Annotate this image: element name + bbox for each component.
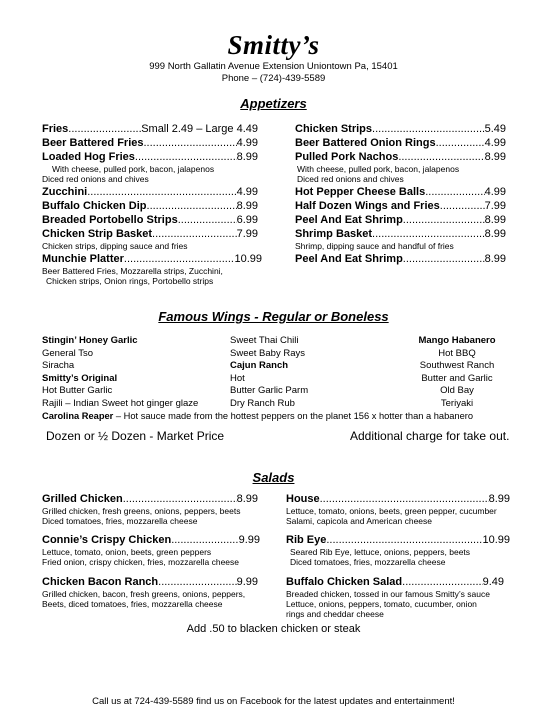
menu-item: Chicken Bacon Ranch ..... 9.99: [42, 575, 258, 589]
wing-flavor: Teriyaki: [440, 397, 474, 409]
menu-item: Hot Pepper Cheese Balls ..... 4.99: [295, 185, 506, 199]
restaurant-title: Smitty’s: [227, 30, 320, 60]
item-description: Shrimp, dipping sauce and handful of fries: [295, 241, 454, 251]
wing-flavor: Hot BBQ: [438, 347, 476, 359]
item-description: Diced red onions and chives: [297, 174, 404, 184]
wing-flavor: Dry Ranch Rub: [230, 397, 295, 409]
item-description: Diced tomatoes, fries, mozzarella cheese: [290, 557, 446, 567]
wing-flavor: Cajun Ranch: [230, 360, 289, 371]
item-description: Beets, diced tomatoes, fries, mozzarella cheese: [42, 599, 223, 609]
item-description: Lettuce, tomato, onions, beets, green pepper, cucumber: [286, 506, 497, 516]
footer-text: Call us at 724-439-5589 find us on Facebook for the latest updates and entertainment!: [92, 696, 455, 707]
item-description: Grilled chicken, fresh greens, onions, peppers, beets: [42, 506, 241, 516]
menu-item: Peel And Eat Shrimp ..... 8.99: [295, 213, 506, 227]
menu-item: Grilled Chicken ..... 8.99: [42, 492, 258, 506]
menu-item: Chicken Strip Basket ..... 7.99: [42, 227, 258, 241]
wing-flavor: Hot: [230, 372, 245, 384]
menu-item: Beer Battered Onion Rings ..... 4.99: [295, 136, 506, 150]
item-description: Salami, capicola and American cheese: [286, 516, 432, 526]
reaper-desc: – Hot sauce made from the hottest peppers on the planet 156 x hotter than a habanero: [113, 411, 474, 421]
item-description: rings and cheddar cheese: [286, 609, 384, 619]
wing-flavor: Siracha: [42, 360, 75, 371]
menu-item: Chicken Strips ..... 5.49: [295, 122, 506, 136]
menu-item: Half Dozen Wings and Fries ..... 7.99: [295, 199, 506, 213]
reaper-name: Carolina Reaper: [42, 411, 114, 421]
item-description: Diced red onions and chives: [42, 174, 149, 184]
menu-item: Rib Eye ..... 10.99: [286, 533, 510, 547]
menu-item: Fries ..... Small 2.49 – Large 4.49: [42, 122, 258, 136]
item-description: Lettuce, tomato, onion, beets, green peppers: [42, 547, 212, 557]
wing-flavor: Old Bay: [440, 385, 474, 396]
appetizers-heading: Appetizers: [240, 96, 307, 111]
wing-flavor: Rajili – Indian Sweet hot ginger glaze: [42, 397, 199, 409]
item-description: Fried onion, crispy chicken, fries, mozzarella cheese: [42, 557, 239, 567]
item-description: Seared Rib Eye, lettuce, onions, peppers, beets: [290, 547, 471, 557]
wing-flavor: Sweet Baby Rays: [230, 347, 305, 359]
wing-flavor: Southwest Ranch: [419, 360, 495, 371]
item-description: Chicken strips, Onion rings, Portobello strips: [46, 276, 214, 286]
wing-flavor: Stingin’ Honey Garlic: [42, 335, 138, 346]
item-description: Lettuce, onions, peppers, tomato, cucumber, onion: [286, 599, 477, 609]
wings-heading: Famous Wings - Regular or Boneless: [158, 309, 389, 324]
menu-item: House ..... 8.99: [286, 492, 510, 506]
item-description: Chicken strips, dipping sauce and fries: [42, 241, 188, 251]
item-description: With cheese, pulled pork, bacon, jalapenos: [297, 164, 460, 174]
menu-item: Connie’s Crispy Chicken ..... 9.99: [42, 533, 260, 547]
item-description: With cheese, pulled pork, bacon, jalapenos: [52, 164, 215, 174]
wing-flavor: Mango Habanero: [418, 335, 496, 346]
takeout-note: Additional charge for take out.: [350, 429, 510, 443]
item-description: Breaded chicken, tossed in our famous Smitty’s sauce: [286, 589, 490, 599]
menu-item: Peel And Eat Shrimp ..... 8.99: [295, 252, 506, 266]
item-description: Beer Battered Fries, Mozzarella strips, Zucchini,: [42, 266, 223, 276]
item-description: Grilled chicken, bacon, fresh greens, onions, peppers,: [42, 589, 246, 599]
wing-flavor: Butter and Garlic: [421, 372, 493, 384]
menu-item: Breaded Portobello Strips ..... 6.99: [42, 213, 258, 227]
wing-flavor: Hot Butter Garlic: [42, 385, 113, 396]
menu-item: Beer Battered Fries ..... 4.99: [42, 136, 258, 150]
menu-item: Buffalo Chicken Dip ..... 8.99: [42, 199, 258, 213]
menu-item: Munchie Platter ..... 10.99: [42, 252, 262, 266]
wing-flavor: Butter Garlic Parm: [230, 385, 309, 396]
item-description: Diced tomatoes, fries, mozzarella cheese: [42, 516, 198, 526]
menu-item: Loaded Hog Fries ..... 8.99: [42, 150, 258, 164]
address: 999 North Gallatin Avenue Extension Uniontown Pa, 15401: [149, 61, 398, 72]
wing-flavor: Smitty’s Original: [42, 372, 118, 384]
menu-item: Zucchini ..... 4.99: [42, 185, 258, 199]
menu-item: Pulled Pork Nachos ..... 8.99: [295, 150, 506, 164]
menu-item: Buffalo Chicken Salad ..... 9.49: [286, 575, 504, 589]
phone: Phone – (724)-439-5589: [221, 73, 326, 84]
wing-flavor: Sweet Thai Chili: [230, 335, 299, 346]
market-price: Dozen or ½ Dozen - Market Price: [46, 429, 225, 443]
wing-flavor: General Tso: [42, 347, 94, 359]
carolina-reaper-line: [42, 410, 473, 423]
menu-item: Shrimp Basket ..... 8.99: [295, 227, 506, 241]
blacken-note: Add .50 to blacken chicken or steak: [186, 623, 361, 635]
salads-heading: Salads: [252, 470, 295, 485]
